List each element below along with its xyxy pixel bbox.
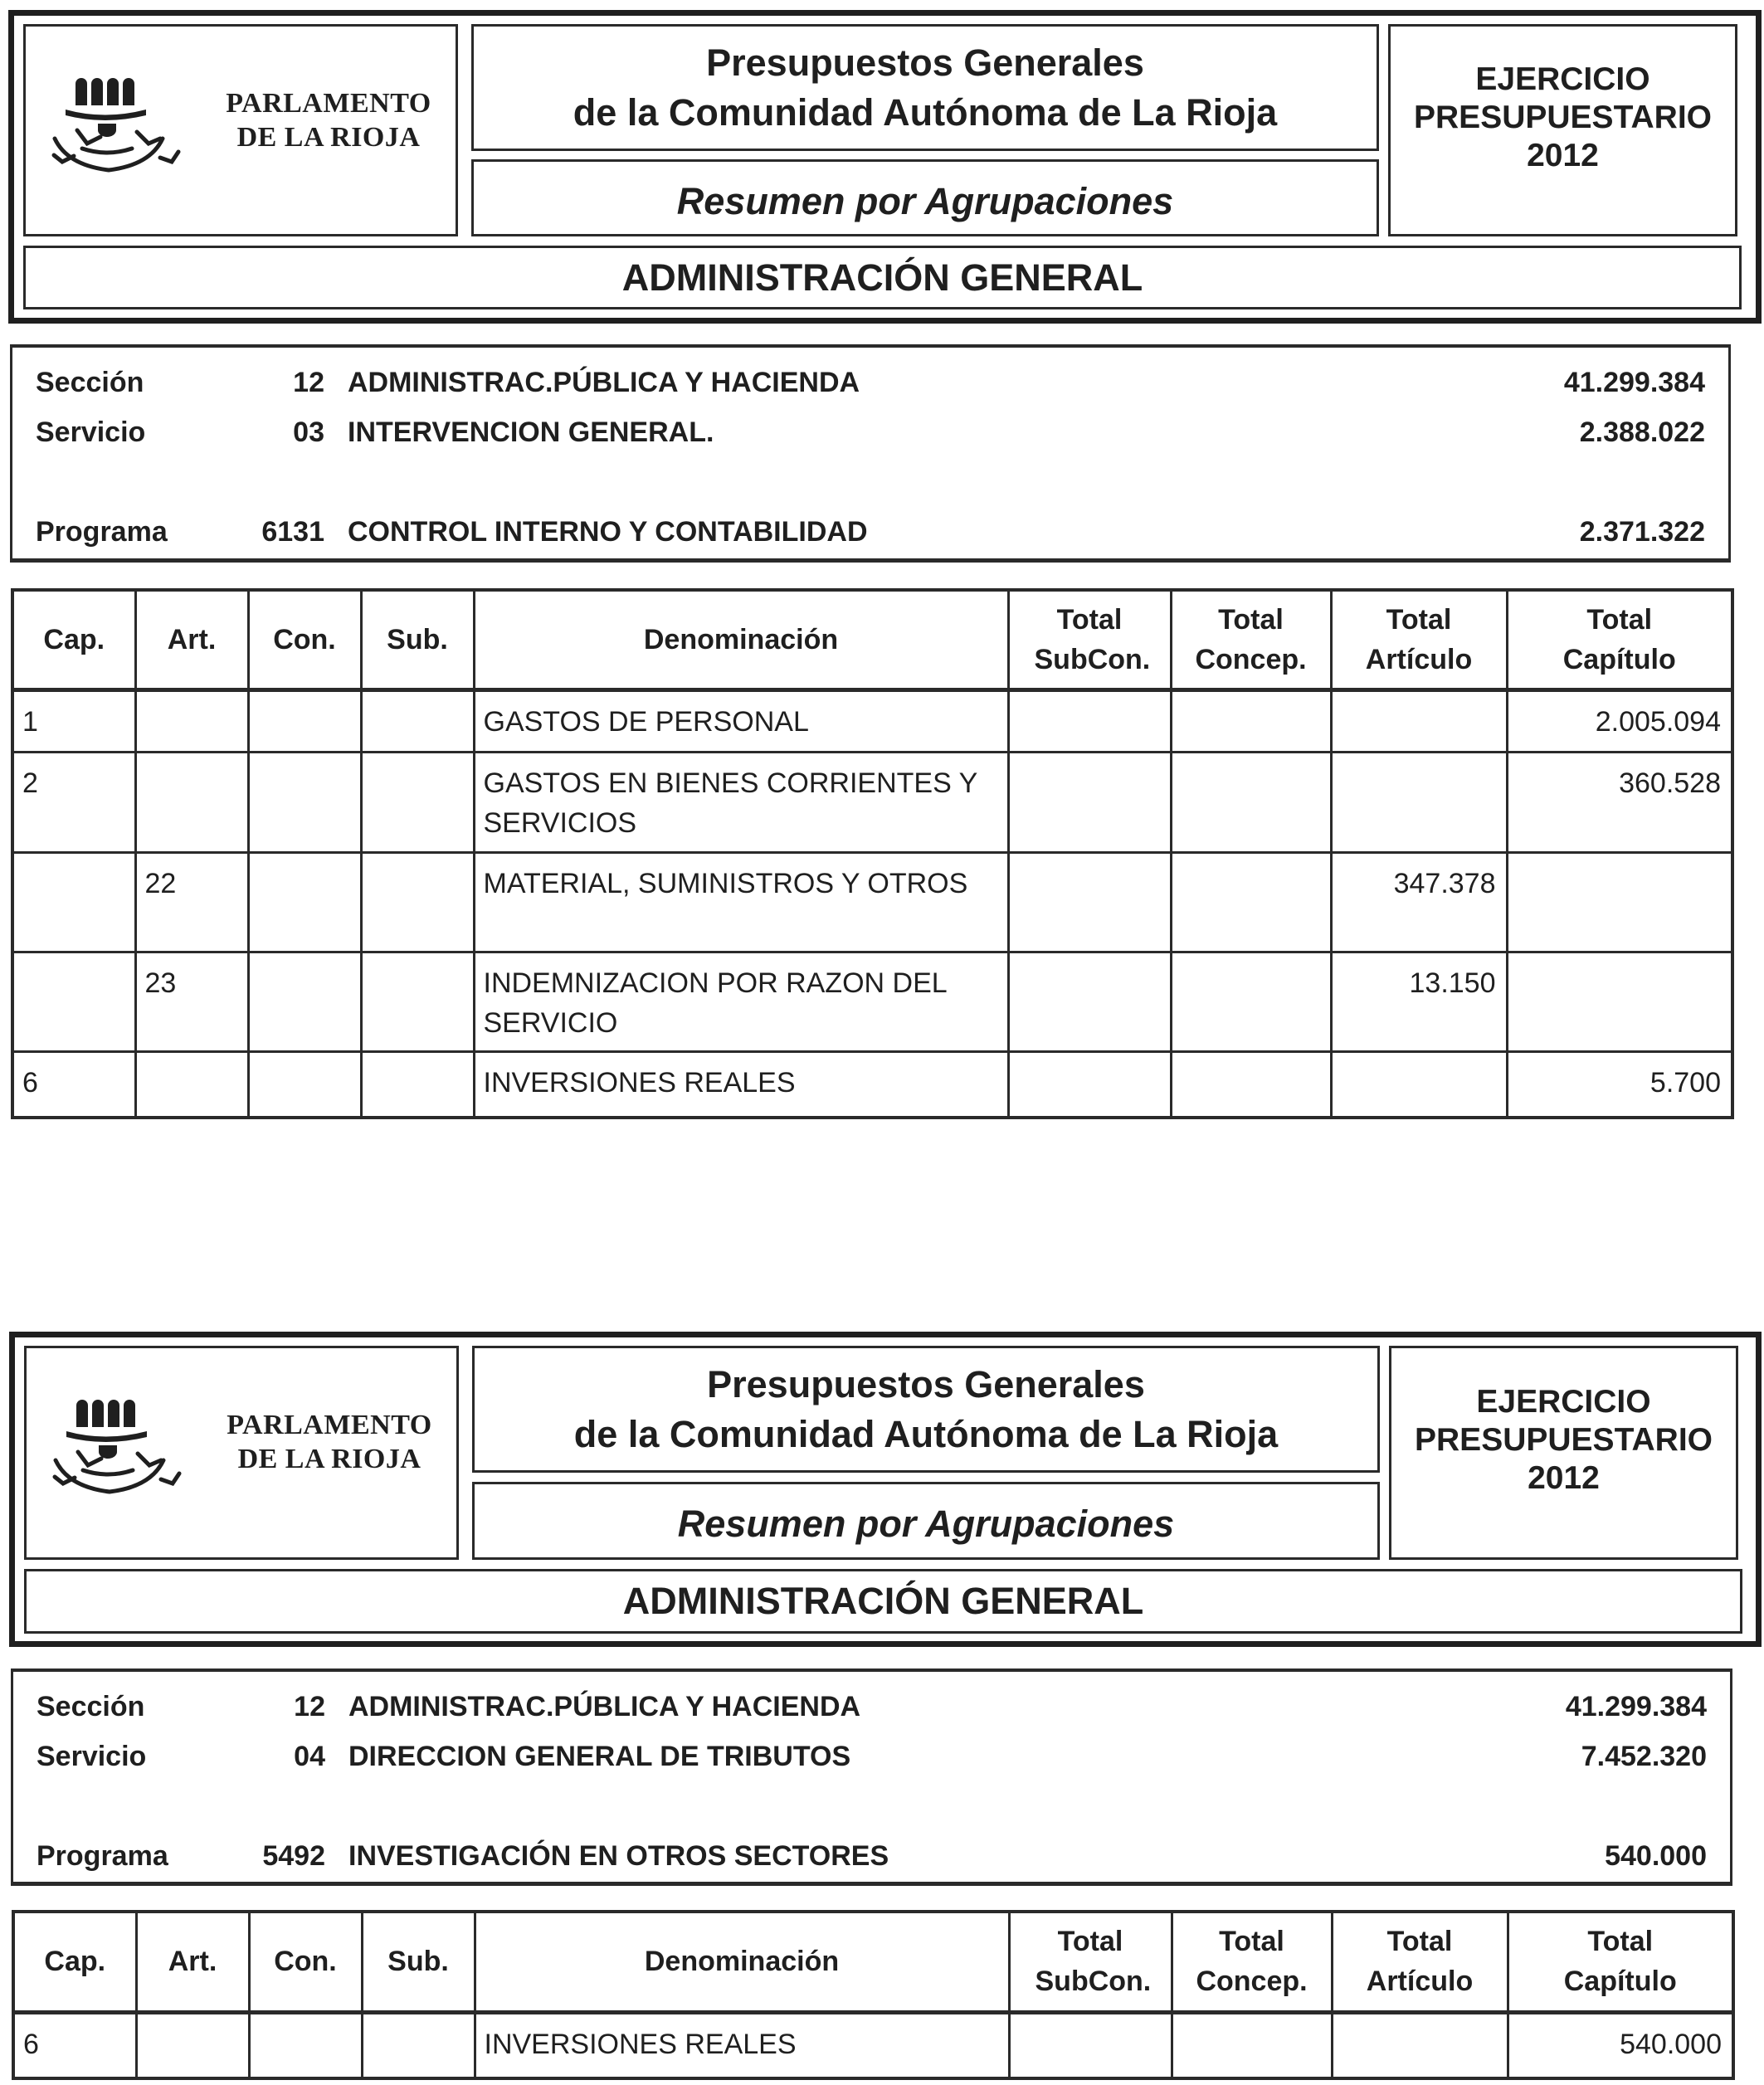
cell-total-articulo: 13.150 <box>1331 952 1507 1051</box>
cell-con <box>248 952 361 1051</box>
programa-code: 6131 <box>261 516 324 548</box>
cell-denominacion: INDEMNIZACION POR RAZON DEL SERVICIO <box>474 952 1008 1051</box>
seccion-code: 12 <box>294 1691 325 1722</box>
table-header-row <box>13 1912 1733 2012</box>
classification-box <box>11 1668 1732 1886</box>
programa-label: Programa <box>36 516 168 548</box>
table-row <box>13 2012 1733 2078</box>
cell-total-capitulo: 2.005.094 <box>1507 689 1732 752</box>
cell-total-concep <box>1172 2012 1332 2078</box>
cell-total-concep <box>1171 852 1331 952</box>
year-line-1: EJERCICIO <box>1476 1384 1651 1420</box>
title-line-1: Presupuestos Generales <box>707 1362 1145 1405</box>
cell-con <box>248 689 361 752</box>
logo-line-2: DE LA RIOJA <box>237 1444 422 1474</box>
admin-title: ADMINISTRACIÓN GENERAL <box>622 1580 1144 1622</box>
servicio-amount: 2.388.022 <box>1579 417 1705 448</box>
cell-total-articulo <box>1331 1051 1507 1118</box>
cell-total-subcon <box>1008 852 1171 952</box>
cell-total-capitulo: 540.000 <box>1508 2012 1733 2078</box>
cell-sub <box>361 1051 474 1118</box>
col-total-articulo: Total Artículo <box>1331 590 1507 689</box>
cell-total-concep <box>1171 689 1331 752</box>
cell-art <box>135 752 248 852</box>
col-total-articulo: Total Artículo <box>1332 1912 1508 2012</box>
col-cap: Cap. <box>12 590 135 689</box>
subtitle: Resumen por Agrupaciones <box>676 179 1174 222</box>
col-total-capitulo: Total Capítulo <box>1508 1912 1733 2012</box>
col-con: Con. <box>248 590 361 689</box>
cell-cap: 6 <box>12 1051 135 1118</box>
servicio-amount: 7.452.320 <box>1581 1741 1707 1772</box>
col-cap: Cap. <box>13 1912 136 2012</box>
fiscal-year: 2012 <box>1527 138 1599 173</box>
col-total-subcon: Total SubCon. <box>1008 590 1171 689</box>
servicio-name: INTERVENCION GENERAL. <box>348 417 714 448</box>
subtitle-box <box>471 159 1379 236</box>
year-line-1: EJERCICIO <box>1475 61 1650 97</box>
table-row <box>12 689 1732 752</box>
col-denominacion: Denominación <box>475 1912 1009 2012</box>
cell-total-articulo <box>1331 752 1507 852</box>
logo-line-1: PARLAMENTO <box>227 1410 432 1440</box>
col-con: Con. <box>249 1912 362 2012</box>
cell-cap <box>12 852 135 952</box>
col-sub: Sub. <box>362 1912 475 2012</box>
title-line-1: Presupuestos Generales <box>706 41 1144 84</box>
parliament-logo-icon <box>51 1394 188 1498</box>
seccion-amount: 41.299.384 <box>1563 367 1705 398</box>
logo-text <box>205 1408 454 1476</box>
cell-total-articulo: 347.378 <box>1331 852 1507 952</box>
col-total-capitulo: Total Capítulo <box>1507 590 1732 689</box>
cell-denominacion: INVERSIONES REALES <box>475 2012 1009 2078</box>
budget-table <box>11 588 1734 1119</box>
servicio-code: 03 <box>293 417 324 448</box>
logo-text <box>204 86 453 154</box>
col-art: Art. <box>136 1912 249 2012</box>
cell-art: 23 <box>135 952 248 1051</box>
title-box <box>471 24 1379 151</box>
programa-row <box>13 1839 1730 1873</box>
seccion-name: ADMINISTRAC.PÚBLICA Y HACIENDA <box>348 1691 861 1722</box>
cell-sub <box>361 852 474 952</box>
cell-con <box>249 2012 362 2078</box>
logo-box <box>24 1346 459 1560</box>
cell-total-subcon <box>1008 689 1171 752</box>
programa-code: 5492 <box>262 1840 325 1872</box>
col-total-concep: Total Concep. <box>1172 1912 1332 2012</box>
seccion-row <box>12 366 1728 399</box>
programa-row <box>12 515 1728 548</box>
cell-con <box>248 1051 361 1118</box>
table-row <box>12 1051 1732 1118</box>
parliament-logo-icon <box>51 72 188 176</box>
admin-title: ADMINISTRACIÓN GENERAL <box>621 256 1143 299</box>
cell-total-concep <box>1171 952 1331 1051</box>
programa-name: CONTROL INTERNO Y CONTABILIDAD <box>348 516 868 548</box>
subtitle: Resumen por Agrupaciones <box>677 1503 1175 1545</box>
col-denominacion: Denominación <box>474 590 1008 689</box>
subtitle-box <box>472 1482 1380 1560</box>
classification-box <box>10 344 1731 563</box>
col-art: Art. <box>135 590 248 689</box>
cell-art <box>135 689 248 752</box>
cell-total-articulo <box>1331 689 1507 752</box>
title-line-2: de la Comunidad Autónoma de La Rioja <box>573 90 1278 134</box>
cell-total-capitulo <box>1507 952 1732 1051</box>
fiscal-year: 2012 <box>1528 1460 1600 1496</box>
servicio-label: Servicio <box>36 417 146 448</box>
programa-amount: 2.371.322 <box>1579 516 1705 548</box>
cell-denominacion: INVERSIONES REALES <box>474 1051 1008 1118</box>
cell-con <box>248 752 361 852</box>
servicio-name: DIRECCION GENERAL DE TRIBUTOS <box>348 1741 851 1772</box>
logo-line-2: DE LA RIOJA <box>236 122 421 153</box>
cell-cap: 1 <box>12 689 135 752</box>
cell-total-concep <box>1171 1051 1331 1118</box>
col-total-concep: Total Concep. <box>1171 590 1331 689</box>
cell-total-subcon <box>1008 952 1171 1051</box>
title-box <box>472 1346 1380 1473</box>
cell-total-articulo <box>1332 2012 1508 2078</box>
cell-total-subcon <box>1008 1051 1171 1118</box>
logo-line-1: PARLAMENTO <box>226 88 431 119</box>
cell-denominacion: MATERIAL, SUMINISTROS Y OTROS <box>474 852 1008 952</box>
fiscal-year-box <box>1388 24 1737 236</box>
seccion-amount: 41.299.384 <box>1565 1691 1707 1722</box>
admin-box <box>23 246 1742 309</box>
cell-sub <box>362 2012 475 2078</box>
cell-art: 22 <box>135 852 248 952</box>
table-row <box>12 952 1732 1051</box>
title-line-2: de la Comunidad Autónoma de La Rioja <box>573 1412 1279 1455</box>
cell-sub <box>361 752 474 852</box>
table-row <box>12 852 1732 952</box>
budget-table <box>12 1910 1735 2080</box>
cell-cap: 6 <box>13 2012 136 2078</box>
fiscal-year-box <box>1389 1346 1738 1560</box>
programa-name: INVESTIGACIÓN EN OTROS SECTORES <box>348 1840 889 1872</box>
cell-denominacion: GASTOS EN BIENES CORRIENTES Y SERVICIOS <box>474 752 1008 852</box>
cell-cap <box>12 952 135 1051</box>
cell-total-capitulo: 5.700 <box>1507 1051 1732 1118</box>
seccion-row <box>13 1690 1730 1723</box>
cell-denominacion: GASTOS DE PERSONAL <box>474 689 1008 752</box>
cell-art <box>136 2012 249 2078</box>
seccion-label: Sección <box>36 367 144 398</box>
cell-total-concep <box>1171 752 1331 852</box>
seccion-label: Sección <box>37 1691 145 1722</box>
servicio-code: 04 <box>294 1741 325 1772</box>
admin-box <box>24 1569 1742 1634</box>
cell-sub <box>361 952 474 1051</box>
seccion-code: 12 <box>293 367 324 398</box>
cell-sub <box>361 689 474 752</box>
cell-total-subcon <box>1008 752 1171 852</box>
year-line-2: PRESUPUESTARIO <box>1414 100 1712 135</box>
servicio-label: Servicio <box>37 1741 147 1772</box>
table-header-row <box>12 590 1732 689</box>
cell-art <box>135 1051 248 1118</box>
table-row <box>12 752 1732 852</box>
cell-total-capitulo <box>1507 852 1732 952</box>
servicio-row <box>12 416 1728 449</box>
col-total-subcon: Total SubCon. <box>1009 1912 1172 2012</box>
year-line-2: PRESUPUESTARIO <box>1415 1422 1713 1458</box>
logo-box <box>23 24 458 236</box>
programa-amount: 540.000 <box>1605 1840 1707 1872</box>
servicio-row <box>13 1740 1730 1773</box>
cell-con <box>248 852 361 952</box>
col-sub: Sub. <box>361 590 474 689</box>
programa-label: Programa <box>37 1840 168 1872</box>
seccion-name: ADMINISTRAC.PÚBLICA Y HACIENDA <box>348 367 860 398</box>
cell-cap: 2 <box>12 752 135 852</box>
cell-total-subcon <box>1009 2012 1172 2078</box>
cell-total-capitulo: 360.528 <box>1507 752 1732 852</box>
